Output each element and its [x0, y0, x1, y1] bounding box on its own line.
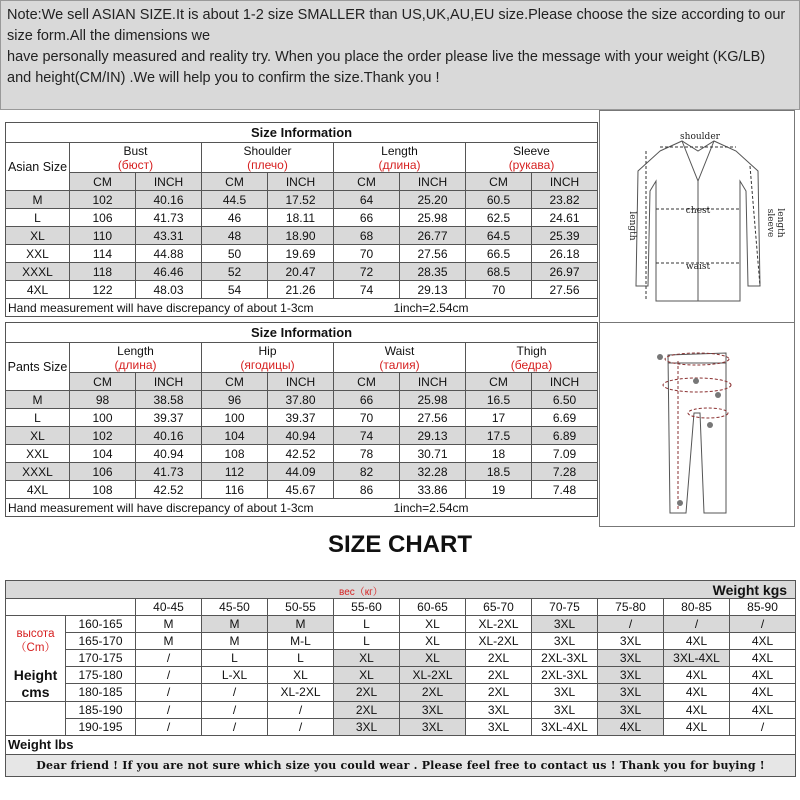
shirt-value-cell: 25.20	[400, 191, 466, 209]
pants-value-cell: 106	[70, 463, 136, 481]
weight-ranges-row	[6, 599, 796, 616]
size-cell: L	[334, 633, 400, 650]
chest-label: chest	[685, 206, 711, 216]
size-cell: XL-2XL	[400, 667, 466, 684]
size-cell: 3XL-4XL	[532, 718, 598, 735]
size-cell: XL	[334, 667, 400, 684]
note-line-2: have personally measured and reality try. When you place the order please live the message with your weight (KG/LB) and height(CM/IN) .We will help you to confirm the size.Thank you !	[7, 49, 766, 86]
size-cell: 2XL	[334, 701, 400, 718]
pants-value-cell: 17.5	[466, 427, 532, 445]
size-cell: /	[268, 701, 334, 718]
shirt-value-cell: 50	[202, 245, 268, 263]
bust-header: Bust (бюст)	[70, 143, 202, 173]
size-cell: 4XL	[664, 718, 730, 735]
size-cell: 3XL	[598, 684, 664, 701]
size-cell: 3XL	[532, 633, 598, 650]
size-cell: 4XL	[730, 667, 796, 684]
shirt-length-header: Length (длина)	[334, 143, 466, 173]
height-row	[6, 650, 796, 667]
pants-value-cell: 30.71	[400, 445, 466, 463]
pants-value-cell: 44.09	[268, 463, 334, 481]
pants-unit-0: CM	[70, 373, 136, 391]
shirt-unit-3: INCH	[268, 173, 334, 191]
size-cell: XL	[400, 633, 466, 650]
shirt-units-row	[6, 173, 598, 191]
shirt-value-cell: 20.47	[268, 263, 334, 281]
size-cell: 4XL	[664, 684, 730, 701]
pants-value-cell: 66	[334, 391, 400, 409]
corner-cell	[6, 599, 136, 616]
height-label-ru: высота（Cm）	[6, 616, 66, 667]
pants-value-cell: 104	[70, 445, 136, 463]
size-cell: 2XL	[334, 684, 400, 701]
size-cell: /	[136, 667, 202, 684]
shirt-unit-2: CM	[202, 173, 268, 191]
sleeve-length-label: length	[775, 208, 785, 238]
pants-row-m	[6, 391, 598, 409]
shirt-value-cell: 66	[334, 209, 400, 227]
size-cell: 3XL-4XL	[664, 650, 730, 667]
shirt-value-cell: 27.56	[532, 281, 598, 299]
size-cell: XL	[400, 650, 466, 667]
size-chart-title: SIZE CHART	[328, 531, 472, 558]
pants-size-cell: XXXL	[6, 463, 70, 481]
shirt-row-m	[6, 191, 598, 209]
shirt-value-cell: 41.73	[136, 209, 202, 227]
shirt-table-title: Size Information	[6, 123, 598, 143]
height-range: 175-180	[66, 667, 136, 684]
pants-value-cell: 7.09	[532, 445, 598, 463]
pants-value-cell: 39.37	[136, 409, 202, 427]
pants-value-cell: 6.69	[532, 409, 598, 427]
pants-row-xxxl	[6, 463, 598, 481]
pants-value-cell: 74	[334, 427, 400, 445]
shirt-size-cell: XL	[6, 227, 70, 245]
size-cell: /	[202, 701, 268, 718]
pants-value-cell: 40.94	[136, 445, 202, 463]
height-range: 165-170	[66, 633, 136, 650]
pants-table-title: Size Information	[6, 323, 598, 343]
size-cell: 2XL	[400, 684, 466, 701]
size-cell: 3XL	[532, 684, 598, 701]
pants-value-cell: 16.5	[466, 391, 532, 409]
shirt-unit-6: CM	[466, 173, 532, 191]
height-row	[6, 633, 796, 650]
size-cell: 4XL	[730, 650, 796, 667]
weight-range: 55-60	[334, 599, 400, 616]
weight-header	[6, 581, 796, 599]
pants-row-4xl	[6, 481, 598, 499]
height-range: 180-185	[66, 684, 136, 701]
shirt-value-cell: 43.31	[136, 227, 202, 245]
pants-size-cell: XXL	[6, 445, 70, 463]
shirt-unit-0: CM	[70, 173, 136, 191]
pants-value-cell: 78	[334, 445, 400, 463]
weight-range: 60-65	[400, 599, 466, 616]
size-cell: M	[202, 616, 268, 633]
pants-size-cell: XL	[6, 427, 70, 445]
size-cell: 4XL	[664, 701, 730, 718]
size-cell: M	[136, 616, 202, 633]
size-cell: XL-2XL	[466, 633, 532, 650]
size-cell: 2XL	[466, 684, 532, 701]
shirt-value-cell: 110	[70, 227, 136, 245]
pants-row-label: Pants Size	[6, 343, 70, 391]
weight-height-chart	[5, 580, 796, 777]
pants-value-cell: 6.50	[532, 391, 598, 409]
pants-value-cell: 25.98	[400, 391, 466, 409]
pants-units-row	[6, 373, 598, 391]
shirt-row-xxxl	[6, 263, 598, 281]
shirt-value-cell: 46.46	[136, 263, 202, 281]
weight-range: 70-75	[532, 599, 598, 616]
size-cell: XL	[400, 616, 466, 633]
shirt-size-cell: M	[6, 191, 70, 209]
size-cell: M	[136, 633, 202, 650]
shirt-row-l	[6, 209, 598, 227]
shirt-size-cell: L	[6, 209, 70, 227]
shirt-value-cell: 29.13	[400, 281, 466, 299]
size-cell: L	[202, 650, 268, 667]
shirt-size-cell: XXXL	[6, 263, 70, 281]
shirt-size-table	[5, 122, 598, 317]
pants-value-cell: 39.37	[268, 409, 334, 427]
size-cell: 3XL	[598, 667, 664, 684]
shirt-value-cell: 44.88	[136, 245, 202, 263]
size-cell: M	[202, 633, 268, 650]
pants-unit-1: INCH	[136, 373, 202, 391]
weight-range: 85-90	[730, 599, 796, 616]
weight-range: 80-85	[664, 599, 730, 616]
height-row	[6, 684, 796, 701]
size-cell: /	[268, 718, 334, 735]
shirt-illustration	[599, 110, 795, 323]
shirt-value-cell: 18.90	[268, 227, 334, 245]
height-range: 160-165	[66, 616, 136, 633]
shirt-value-cell: 106	[70, 209, 136, 227]
pants-value-cell: 100	[202, 409, 268, 427]
thigh-header: Thigh (бедра)	[466, 343, 598, 373]
size-cell: 4XL	[730, 701, 796, 718]
pants-value-cell: 33.86	[400, 481, 466, 499]
size-cell: /	[730, 718, 796, 735]
shirt-value-cell: 44.5	[202, 191, 268, 209]
shoulder-label: shoulder	[680, 132, 720, 142]
height-range: 170-175	[66, 650, 136, 667]
pants-value-cell: 98	[70, 391, 136, 409]
pants-value-cell: 18.5	[466, 463, 532, 481]
pants-unit-2: CM	[202, 373, 268, 391]
shirt-size-cell: XXL	[6, 245, 70, 263]
pants-value-cell: 96	[202, 391, 268, 409]
size-cell: M-L	[268, 633, 334, 650]
shirt-value-cell: 27.56	[400, 245, 466, 263]
size-cell: 4XL	[664, 667, 730, 684]
shirt-value-cell: 26.97	[532, 263, 598, 281]
size-cell: 3XL	[466, 718, 532, 735]
waist-label: waist	[685, 262, 711, 272]
shirt-value-cell: 54	[202, 281, 268, 299]
pants-value-cell: 82	[334, 463, 400, 481]
pants-size-cell: M	[6, 391, 70, 409]
note-line-1: Note:We sell ASIAN SIZE.It is about 1-2 size SMALLER than US,UK,AU,EU size.Please choose the size according to our size form.All the dimensions we	[7, 7, 786, 44]
shirt-value-cell: 118	[70, 263, 136, 281]
pants-value-cell: 116	[202, 481, 268, 499]
pants-value-cell: 40.94	[268, 427, 334, 445]
shirt-value-cell: 28.35	[400, 263, 466, 281]
pants-value-cell: 7.28	[532, 463, 598, 481]
size-cell: 3XL	[532, 701, 598, 718]
height-label-en: Height cms	[6, 667, 66, 702]
shirt-value-cell: 21.26	[268, 281, 334, 299]
pants-value-cell: 18	[466, 445, 532, 463]
weight-range: 75-80	[598, 599, 664, 616]
height-row	[6, 718, 796, 735]
sleeve-label: sleeve	[765, 208, 775, 238]
shirt-value-cell: 64.5	[466, 227, 532, 245]
weight-range: 40-45	[136, 599, 202, 616]
pants-size-table	[5, 322, 598, 517]
shirt-value-cell: 48	[202, 227, 268, 245]
pants-row-xl	[6, 427, 598, 445]
shirt-value-cell: 70	[334, 245, 400, 263]
size-cell: 2XL-3XL	[532, 667, 598, 684]
contact-message: Dear friend ! If you are not sure which size you could wear . Please feel free to contact us ! Thank you for buying !	[6, 754, 796, 776]
size-cell: M	[268, 616, 334, 633]
size-cell: XL-2XL	[466, 616, 532, 633]
size-cell: /	[664, 616, 730, 633]
size-cell: 4XL	[730, 684, 796, 701]
shirt-unit-4: CM	[334, 173, 400, 191]
size-cell: 2XL-3XL	[532, 650, 598, 667]
size-cell: L-XL	[202, 667, 268, 684]
size-cell: 4XL	[730, 633, 796, 650]
pants-value-cell: 108	[202, 445, 268, 463]
size-cell: /	[202, 718, 268, 735]
shirt-value-cell: 46	[202, 209, 268, 227]
shirt-value-cell: 52	[202, 263, 268, 281]
pants-unit-3: INCH	[268, 373, 334, 391]
height-range: 185-190	[66, 701, 136, 718]
pants-value-cell: 37.80	[268, 391, 334, 409]
size-cell: 3XL	[400, 718, 466, 735]
shirt-unit-5: INCH	[400, 173, 466, 191]
shirt-value-cell: 23.82	[532, 191, 598, 209]
pants-value-cell: 29.13	[400, 427, 466, 445]
sizing-note	[0, 0, 800, 110]
shirt-unit-1: INCH	[136, 173, 202, 191]
size-cell: 2XL	[466, 650, 532, 667]
pants-value-cell: 108	[70, 481, 136, 499]
shirt-row-4xl	[6, 281, 598, 299]
shirt-value-cell: 72	[334, 263, 400, 281]
pants-value-cell: 104	[202, 427, 268, 445]
shirt-value-cell: 74	[334, 281, 400, 299]
size-cell: 3XL	[598, 650, 664, 667]
pants-value-cell: 19	[466, 481, 532, 499]
pants-value-cell: 45.67	[268, 481, 334, 499]
size-cell: 4XL	[664, 633, 730, 650]
pants-value-cell: 7.48	[532, 481, 598, 499]
shirt-value-cell: 26.77	[400, 227, 466, 245]
pants-value-cell: 41.73	[136, 463, 202, 481]
pants-row-l	[6, 409, 598, 427]
height-row	[6, 667, 796, 684]
size-cell: 3XL	[598, 701, 664, 718]
pants-value-cell: 17	[466, 409, 532, 427]
pants-value-cell: 42.52	[136, 481, 202, 499]
shirt-value-cell: 114	[70, 245, 136, 263]
size-cell: 3XL	[466, 701, 532, 718]
weight-label-en: Weight kgs	[712, 582, 788, 598]
size-cell: L	[334, 616, 400, 633]
height-row	[6, 701, 796, 718]
shirt-footnote: Hand measurement will have discrepancy of about 1-3cm 1inch=2.54cm	[6, 299, 598, 317]
pants-unit-4: CM	[334, 373, 400, 391]
pants-value-cell: 102	[70, 427, 136, 445]
pants-unit-6: CM	[466, 373, 532, 391]
sleeve-header: Sleeve (рукава)	[466, 143, 598, 173]
shirt-value-cell: 62.5	[466, 209, 532, 227]
weight-lbs-label: Weight lbs	[6, 735, 796, 754]
shirt-value-cell: 40.16	[136, 191, 202, 209]
shirt-value-cell: 68.5	[466, 263, 532, 281]
shirt-value-cell: 18.11	[268, 209, 334, 227]
size-cell: 3XL	[598, 633, 664, 650]
pants-length-header: Length (длина)	[70, 343, 202, 373]
weight-range: 45-50	[202, 599, 268, 616]
shirt-value-cell: 68	[334, 227, 400, 245]
pants-value-cell: 100	[70, 409, 136, 427]
weight-range: 50-55	[268, 599, 334, 616]
shirt-value-cell: 48.03	[136, 281, 202, 299]
shirt-row-xl	[6, 227, 598, 245]
pants-value-cell: 70	[334, 409, 400, 427]
length-label: length	[627, 211, 637, 241]
pants-value-cell: 6.89	[532, 427, 598, 445]
shirt-value-cell: 25.39	[532, 227, 598, 245]
pants-size-cell: L	[6, 409, 70, 427]
pants-row-xxl	[6, 445, 598, 463]
size-cell: XL	[334, 650, 400, 667]
size-cell: /	[136, 701, 202, 718]
size-cell: /	[136, 718, 202, 735]
height-label-blank	[6, 701, 66, 735]
size-cell: 2XL	[466, 667, 532, 684]
pants-unit-5: INCH	[400, 373, 466, 391]
pants-value-cell: 112	[202, 463, 268, 481]
shirt-value-cell: 64	[334, 191, 400, 209]
shoulder-header: Shoulder (плечо)	[202, 143, 334, 173]
size-cell: /	[136, 684, 202, 701]
size-cell: XL-2XL	[268, 684, 334, 701]
shirt-value-cell: 60.5	[466, 191, 532, 209]
weight-label-ru: вес（кг）	[339, 587, 383, 598]
shirt-diagram	[600, 111, 796, 324]
shirt-value-cell: 102	[70, 191, 136, 209]
size-cell: XL	[268, 667, 334, 684]
shirt-value-cell: 26.18	[532, 245, 598, 263]
pants-diagram	[600, 323, 796, 528]
shirt-size-cell: 4XL	[6, 281, 70, 299]
shirt-value-cell: 17.52	[268, 191, 334, 209]
shirt-value-cell: 25.98	[400, 209, 466, 227]
shirt-unit-7: INCH	[532, 173, 598, 191]
size-cell: 3XL	[334, 718, 400, 735]
size-cell: /	[730, 616, 796, 633]
shirt-value-cell: 19.69	[268, 245, 334, 263]
height-range: 190-195	[66, 718, 136, 735]
pants-value-cell: 40.16	[136, 427, 202, 445]
shirt-value-cell: 66.5	[466, 245, 532, 263]
shirt-value-cell: 70	[466, 281, 532, 299]
size-cell: /	[136, 650, 202, 667]
pants-value-cell: 27.56	[400, 409, 466, 427]
hip-header: Hip (ягодицы)	[202, 343, 334, 373]
shirt-row-label: Asian Size	[6, 143, 70, 191]
pants-value-cell: 86	[334, 481, 400, 499]
pants-size-cell: 4XL	[6, 481, 70, 499]
pants-value-cell: 38.58	[136, 391, 202, 409]
shirt-row-xxl	[6, 245, 598, 263]
pants-unit-7: INCH	[532, 373, 598, 391]
shirt-value-cell: 24.61	[532, 209, 598, 227]
size-cell: /	[598, 616, 664, 633]
pants-value-cell: 42.52	[268, 445, 334, 463]
pants-footnote: Hand measurement will have discrepancy of about 1-3cm 1inch=2.54cm	[6, 499, 598, 517]
pants-illustration	[599, 322, 795, 527]
size-cell: L	[268, 650, 334, 667]
height-row	[6, 616, 796, 633]
waist-header: Waist (талия)	[334, 343, 466, 373]
size-cell: 3XL	[400, 701, 466, 718]
pants-value-cell: 32.28	[400, 463, 466, 481]
size-cell: 4XL	[598, 718, 664, 735]
size-cell: /	[202, 684, 268, 701]
size-cell: 3XL	[532, 616, 598, 633]
weight-range: 65-70	[466, 599, 532, 616]
shirt-value-cell: 122	[70, 281, 136, 299]
